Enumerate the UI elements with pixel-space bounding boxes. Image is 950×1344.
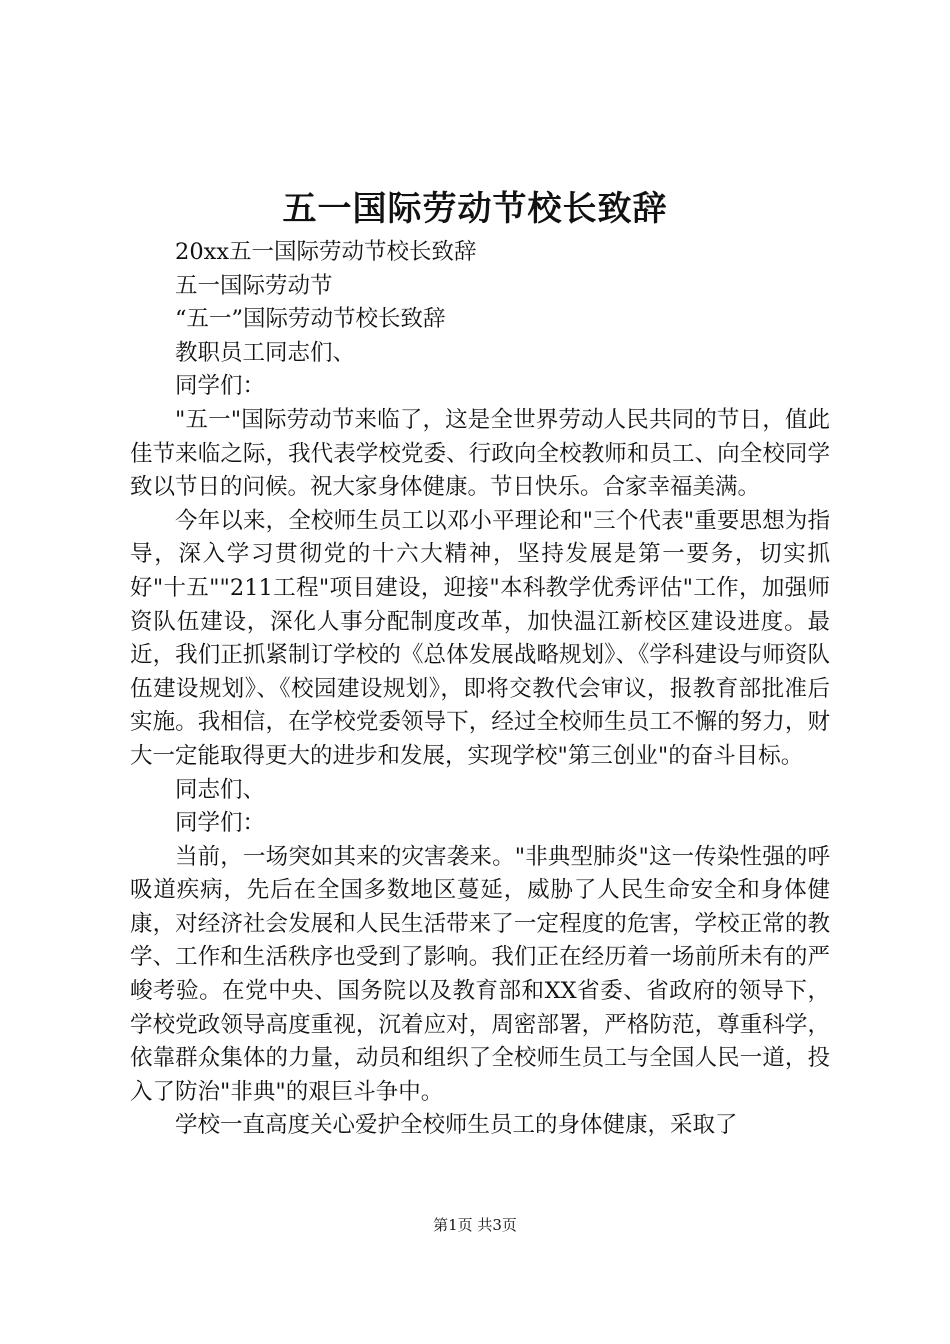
page-footer: 第1页 共3页 bbox=[433, 1216, 517, 1234]
paragraph: 同志们、 bbox=[175, 776, 266, 803]
paragraph: 20xx五一国际劳动节校长致辞 bbox=[175, 239, 477, 265]
paragraph: 教职员工同志们、 bbox=[175, 339, 356, 366]
paragraph: 同学们： bbox=[175, 810, 266, 837]
document-title: 五一国际劳动节校长致辞 bbox=[282, 189, 668, 229]
paragraph: 当前，一场突如其来的灾害袭来。"非典型肺炎"这一传染性强的呼吸道疾病，先后在全国多数地区蔓延，威胁了人民生命安全和身体健康，对经济社会发展和人民生活带来了一定程度的危害，学校正常的教学、工作和生活秩序也受到了影响。我们正在经历着一场前所未有的严峻考验。在党中央、国务院以及教育部和XX省委、省政府的领导下，学校党政领导高度重视，沉着应对，周密部署，严格防范，尊重科学，依靠群众集体的力量，动员和组织了全校师生员工与全国人民一道，投入了防治"非典"的艰巨斗争中。 bbox=[130, 843, 830, 1105]
paragraph: 五一国际劳动节 bbox=[175, 272, 333, 299]
paragraph: 学校一直高度关心爱护全校师生员工的身体健康，采取了 bbox=[175, 1112, 738, 1139]
paragraph: "五一"国际劳动节来临了，这是全世界劳动人民共同的节日，值此佳节来临之际，我代表学校党委、行政向全校教师和员工、向全校同学致以节日的问候。祝大家身体健康。节日快乐。合家幸福美满。 bbox=[130, 406, 830, 501]
paragraph: 今年以来，全校师生员工以邓小平理论和"三个代表"重要思想为指导，深入学习贯彻党的十六大精神，坚持发展是第一要务，切实抓好"十五""211工程"项目建设，迎接"本科教学优秀评估"工作，加强师资队伍建设，深化人事分配制度改革，加快温江新校区建设进度。最近，我们正抓紧制订学校的《总体发展战略规划》、《学科建设与师资队伍建设规划》、《校园建设规划》，即将交教代会审议，报教育部批准后实施。我相信，在学校党委领导下，经过全校师生员工不懈的努力，财大一定能取得更大的进步和发展，实现学校"第三创业"的奋斗目标。 bbox=[130, 507, 830, 769]
paragraph: “五一”国际劳动节校长致辞 bbox=[175, 306, 446, 333]
paragraph: 同学们： bbox=[175, 373, 266, 400]
document-body bbox=[130, 236, 830, 1143]
